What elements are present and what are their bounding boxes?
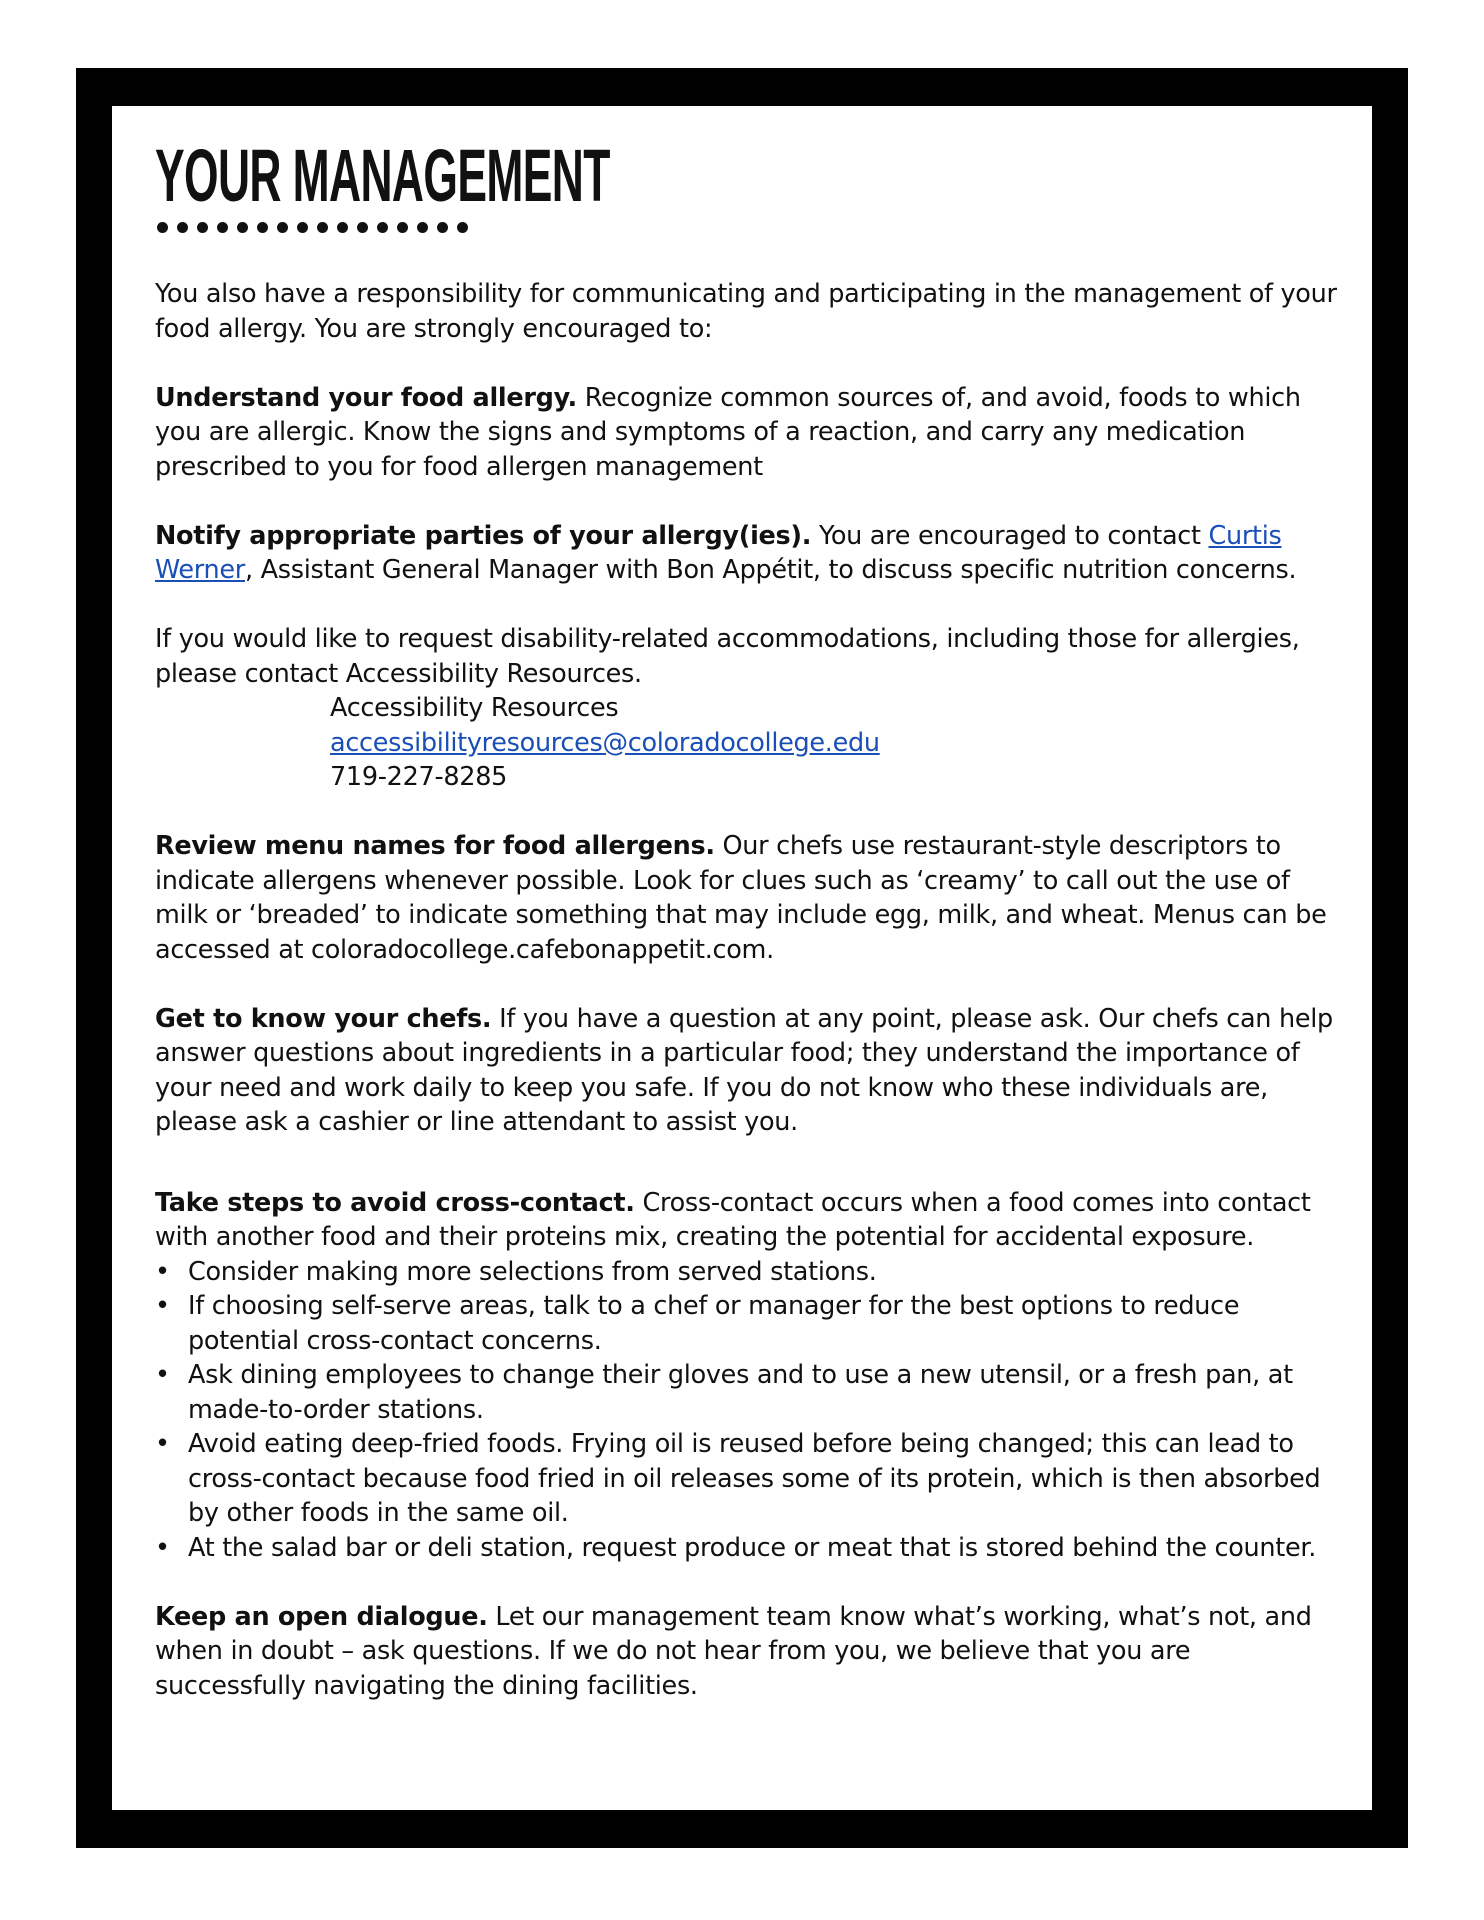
dialogue-section — [155, 1600, 1345, 1704]
section-body: If you have a question at any point, please ask. Our chefs can help answer questions about ingredients in a particular food; they understand the importance of your need and work daily to keep you safe. If you do not know who these individuals are, please ask a cashier or line attendant to assist you. — [155, 1003, 1333, 1137]
divider-dot — [157, 222, 168, 233]
intro-paragraph: You also have a responsibility for communicating and participating in the management of your food allergy. You are strongly encouraged to: — [155, 279, 1337, 344]
page-border — [76, 68, 1408, 1848]
contact-name: Accessibility Resources — [330, 693, 619, 723]
cross-contact-section — [155, 1186, 1345, 1255]
section-heading: Notify appropriate parties of your allergy(ies). — [155, 520, 812, 551]
list-item: • Consider making more selections from served stations. — [155, 1255, 1345, 1290]
section-heading: Review menu names for food allergens. — [155, 831, 715, 861]
list-item: • Avoid eating deep-fried foods. Frying oil is reused before being changed; this can lead to cross-contact because food fried in oil releases some of its protein, which is then absorbed by other foods in the same oil. — [155, 1427, 1345, 1531]
section-body: Recognize common sources of, and avoid, foods to which you are allergic. Know the signs and symptoms of a reaction, and carry any medication prescribed to you for food allergen management — [155, 382, 1301, 482]
divider-dot — [197, 222, 208, 233]
divider-dot — [217, 222, 228, 233]
section-body: , Assistant General Manager with Bon Appétit, to discuss specific nutrition concerns. — [244, 555, 1297, 585]
divider-dot — [277, 222, 288, 233]
section-body: You are encouraged to contact — [811, 520, 1209, 551]
understand-section — [155, 381, 1345, 485]
divider-dot — [437, 222, 448, 233]
divider-dot — [417, 222, 428, 233]
cross-contact-list — [155, 1255, 1345, 1566]
contact-block — [330, 691, 1345, 795]
section-heading: Understand your food allergy. — [155, 382, 577, 413]
divider-dot — [317, 222, 328, 233]
section-body: Our chefs use restaurant-style descriptors to indicate allergens whenever possible. Look for clues such as ‘creamy’ to call out the use of milk or ‘breaded’ to indicate something that may include egg, milk, and wheat. Menus can be accessed at coloradocollege.cafebonappetit.com. — [155, 831, 1327, 965]
divider-dot — [297, 222, 308, 233]
list-item: • Ask dining employees to change their gloves and to use a new utensil, or a fresh pan, at made-to-order stations. — [155, 1358, 1345, 1427]
section-body: Cross-contact occurs when a food comes into contact with another food and their proteins mix, creating the potential for accidental exposure. — [155, 1187, 1311, 1252]
notify-section — [155, 519, 1345, 588]
document-content — [155, 136, 1345, 1703]
chefs-section — [155, 1002, 1345, 1140]
section-heading: Keep an open dialogue. — [155, 1601, 488, 1632]
section-heading: Take steps to avoid cross-contact. — [155, 1187, 635, 1218]
menu-section — [155, 829, 1345, 967]
curtis-werner-link[interactable]: Curtis Werner — [155, 520, 1282, 585]
section-heading: Get to know your chefs. — [155, 1003, 492, 1034]
section-body: Let our management team know what’s working, what’s not, and when in doubt – ask questions. If we do not hear from you, we believe that you are successfully navigating the dining facilities. — [155, 1601, 1312, 1701]
page — [112, 106, 1372, 1810]
contact-phone: 719-227-8285 — [330, 762, 508, 792]
title-dot-divider — [157, 222, 1345, 233]
divider-dot — [257, 222, 268, 233]
list-item: • At the salad bar or deli station, request produce or meat that is stored behind the counter. — [155, 1531, 1345, 1566]
divider-dot — [377, 222, 388, 233]
list-item: • If choosing self-serve areas, talk to a chef or manager for the best options to reduce potential cross-contact concerns. — [155, 1289, 1345, 1358]
divider-dot — [457, 222, 468, 233]
divider-dot — [237, 222, 248, 233]
divider-dot — [177, 222, 188, 233]
divider-dot — [357, 222, 368, 233]
accommodations-section: If you would like to request disability-related accommodations, including those for allergies, please contact Accessibility Resources. — [155, 624, 1300, 689]
contact-email-link[interactable]: accessibilityresources@coloradocollege.edu — [330, 727, 880, 758]
divider-dot — [397, 222, 408, 233]
divider-dot — [337, 222, 348, 233]
page-title: YOUR MANAGEMENT — [155, 134, 610, 217]
